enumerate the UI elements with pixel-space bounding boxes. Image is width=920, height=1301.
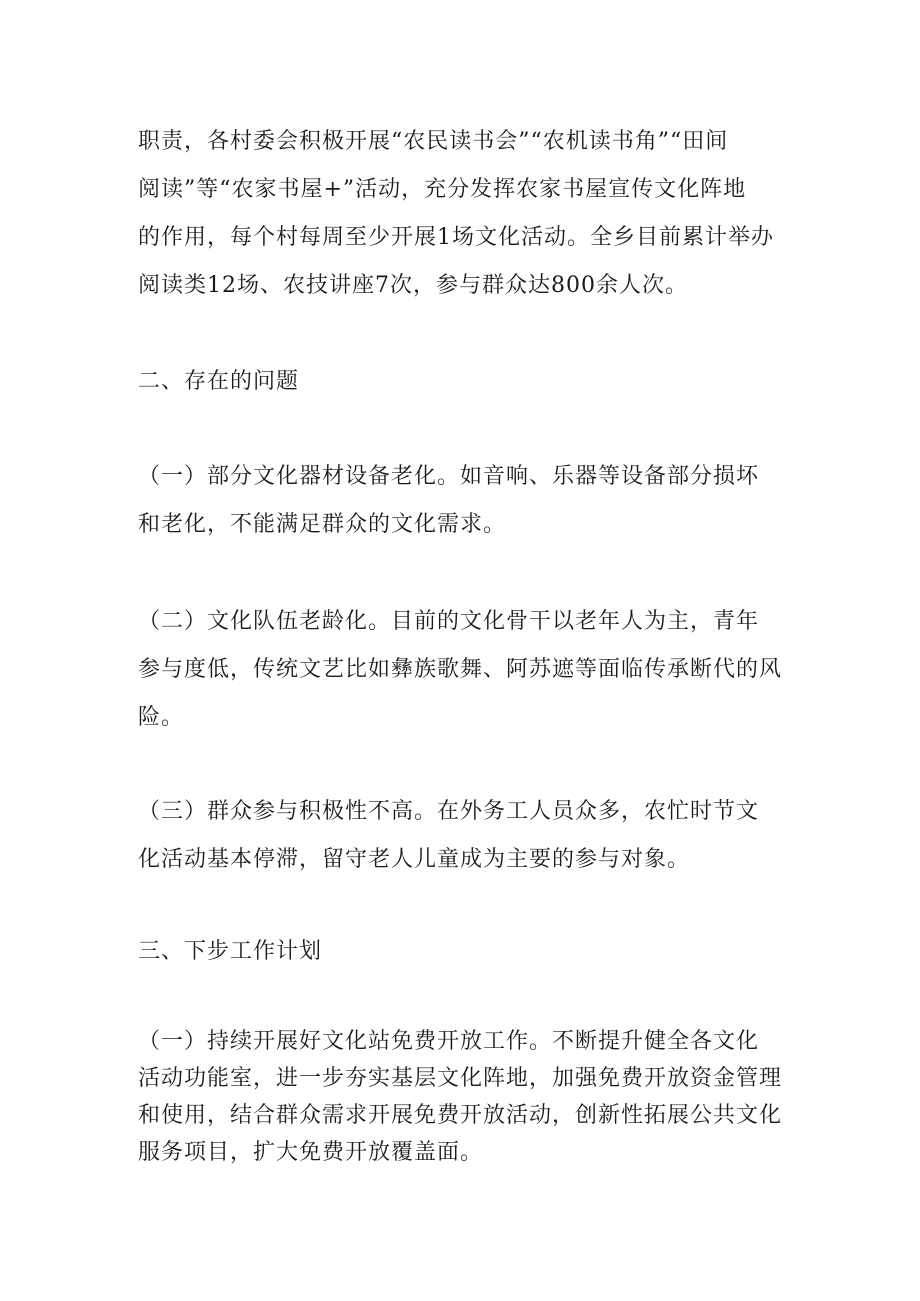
paragraph-line: 和老化，不能满足群众的文化需求。 (138, 512, 507, 537)
paragraph-line: 参与度低，传统文艺比如彝族歌舞、阿苏遮等面临传承断代的风 (138, 657, 783, 682)
paragraph-line: 险。 (138, 705, 185, 730)
paragraph-line: （三）群众参与积极性不高。在外务工人员众多，农忙时节文 (138, 799, 760, 824)
section-three-heading: 三、下步工作计划 (138, 939, 323, 964)
section-two-item-3 (138, 788, 788, 884)
paragraph-line: 服务项目，扩大免费开放覆盖面。 (138, 1140, 484, 1165)
paragraph-line: 和使用，结合群众需求开展免费开放活动，创新性拓展公共文化 (138, 1103, 783, 1128)
section-two-item-1 (138, 453, 788, 549)
paragraph-line: （一）持续开展好文化站免费开放工作。不断提升健全各文化 (138, 1029, 760, 1054)
paragraph-line: 活动功能室，进一步夯实基层文化阵地，加强免费开放资金管理 (138, 1066, 783, 1091)
paragraph-line: 阅读类12场、农技讲座7次，参与群众达800余人次。 (138, 273, 688, 298)
paragraph-line: 职责，各村委会积极开展“农民读书会”“农机读书角”“田间 (138, 129, 729, 154)
paragraph-line: （一）部分文化器材设备老化。如音响、乐器等设备部分损坏 (138, 464, 760, 489)
paragraph-line: （二）文化队伍老龄化。目前的文化骨干以老年人为主，青年 (138, 609, 760, 634)
section-two-item-2 (138, 598, 788, 742)
paragraph-line: 阅读”等“农家书屋+”活动，充分发挥农家书屋宣传文化阵地 (138, 177, 747, 202)
intro-paragraph (138, 118, 788, 310)
section-three-item-1 (138, 1023, 788, 1171)
section-two-heading: 二、存在的问题 (138, 369, 300, 394)
paragraph-line: 化活动基本停滞，留守老人儿童成为主要的参与对象。 (138, 847, 691, 872)
paragraph-line: 的作用，每个村每周至少开展1场文化活动。全乡目前累计举办 (138, 225, 774, 250)
